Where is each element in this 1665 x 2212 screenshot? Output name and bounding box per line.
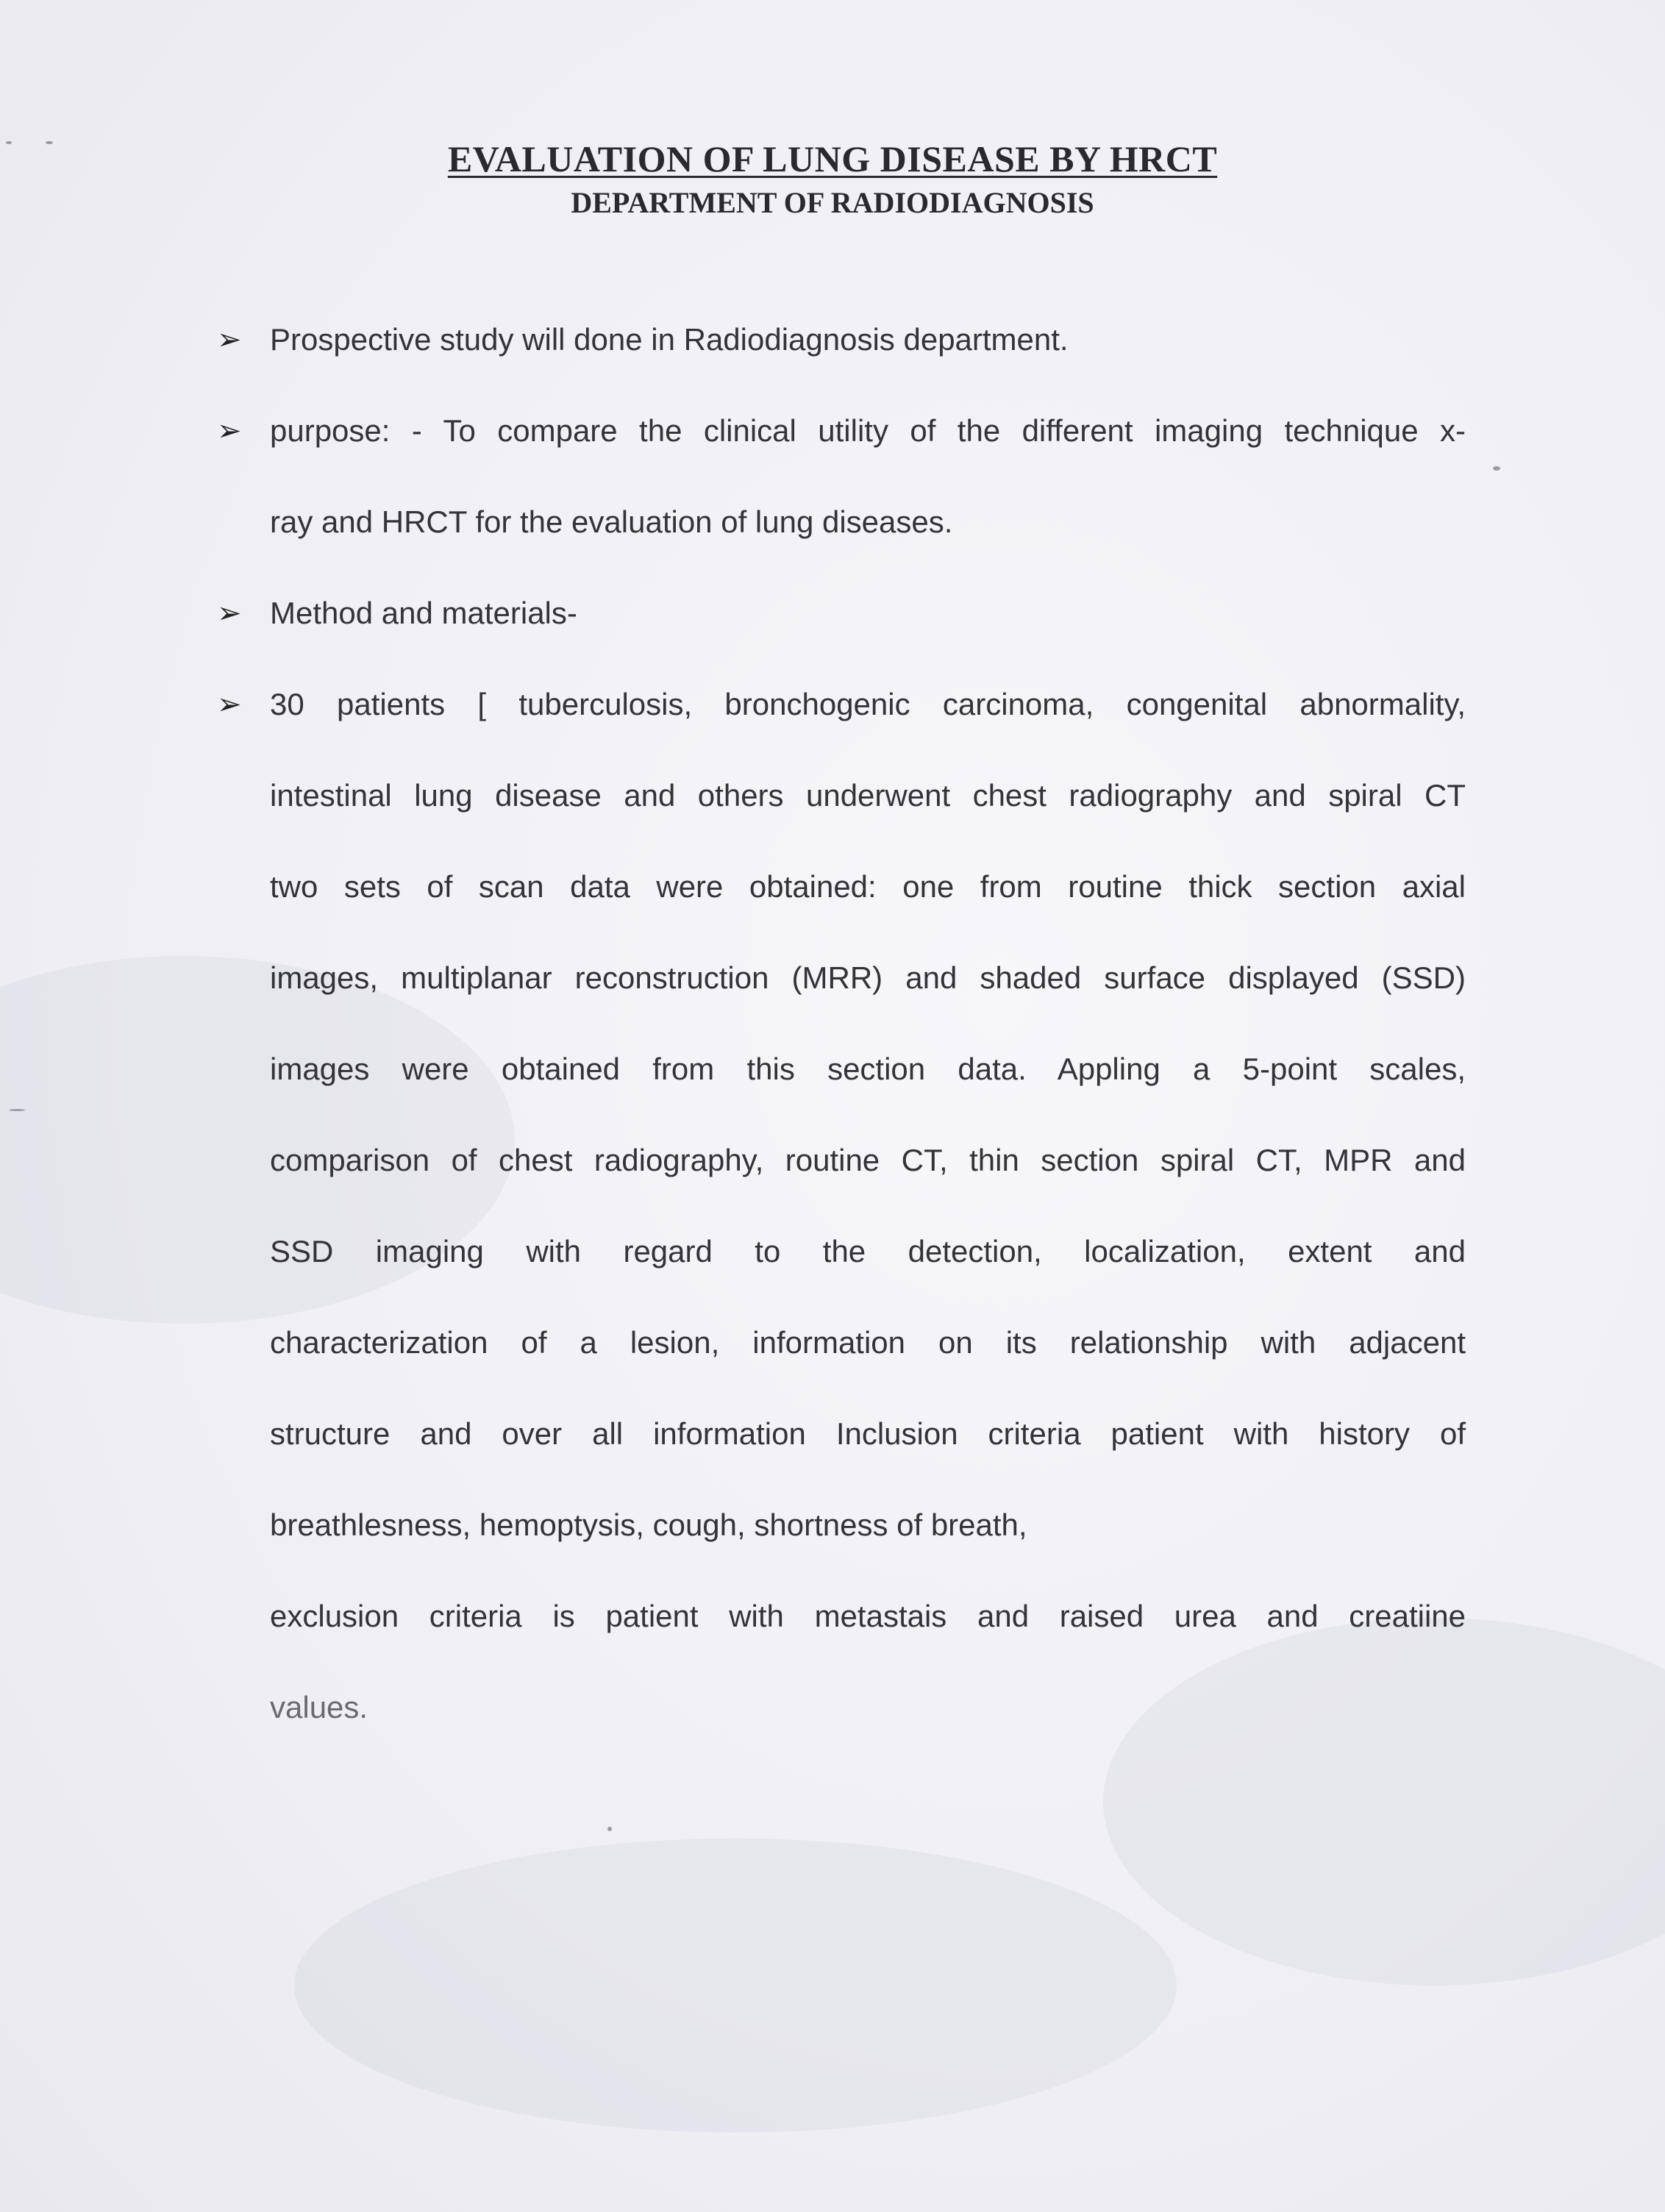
bullet-arrow-icon: ➢: [217, 688, 242, 721]
bullet-arrow-icon: ➢: [217, 415, 242, 447]
text-line: ray and HRCT for the evaluation of lung diseases.: [270, 504, 953, 539]
paper-crease: [1103, 1618, 1665, 1986]
text-line: exclusion criteria is patient with metastais and raised urea and creatiine: [270, 1599, 1466, 1633]
text-line: Method and materials-: [270, 596, 577, 630]
department-subtitle: DEPARTMENT OF RADIODIAGNOSIS: [571, 186, 1094, 219]
text-line: characterization of a lesion, information on its relationship with adjacent: [270, 1325, 1466, 1360]
bullet-arrow-icon: ➢: [217, 324, 242, 356]
text-line: breathlesness, hemoptysis, cough, shortness of breath,: [270, 1508, 1027, 1542]
document-title: EVALUATION OF LUNG DISEASE BY HRCT: [447, 138, 1218, 179]
text-line: intestinal lung disease and others underwent chest radiography and spiral CT: [270, 778, 1466, 813]
speck: [9, 1109, 25, 1111]
text-line: 30 patients [ tuberculosis, bronchogenic carcinoma, congenital abnormality,: [270, 687, 1466, 721]
text-line: SSD imaging with regard to the detection, localization, extent and: [270, 1234, 1466, 1269]
text-line: Prospective study will done in Radiodiagnosis department.: [270, 322, 1069, 357]
text-line: comparison of chest radiography, routine CT, thin section spiral CT, MPR and: [270, 1143, 1466, 1177]
text-line: structure and over all information Inclusion criteria patient with history of: [270, 1416, 1466, 1451]
speck: [1493, 466, 1500, 471]
text-line: images, multiplanar reconstruction (MRR) and shaded surface displayed (SSD): [270, 960, 1466, 995]
text-line: purpose: - To compare the clinical utility of the different imaging technique x-: [270, 413, 1466, 448]
text-line: images were obtained from this section data. Appling a 5-point scales,: [270, 1052, 1466, 1086]
text-line: values.: [270, 1690, 368, 1724]
speck: [607, 1827, 612, 1831]
paper-crease: [294, 1838, 1177, 2133]
document-header: [0, 135, 1665, 224]
text-line: two sets of scan data were obtained: one from routine thick section axial: [270, 869, 1466, 904]
bullet-arrow-icon: ➢: [217, 597, 242, 629]
